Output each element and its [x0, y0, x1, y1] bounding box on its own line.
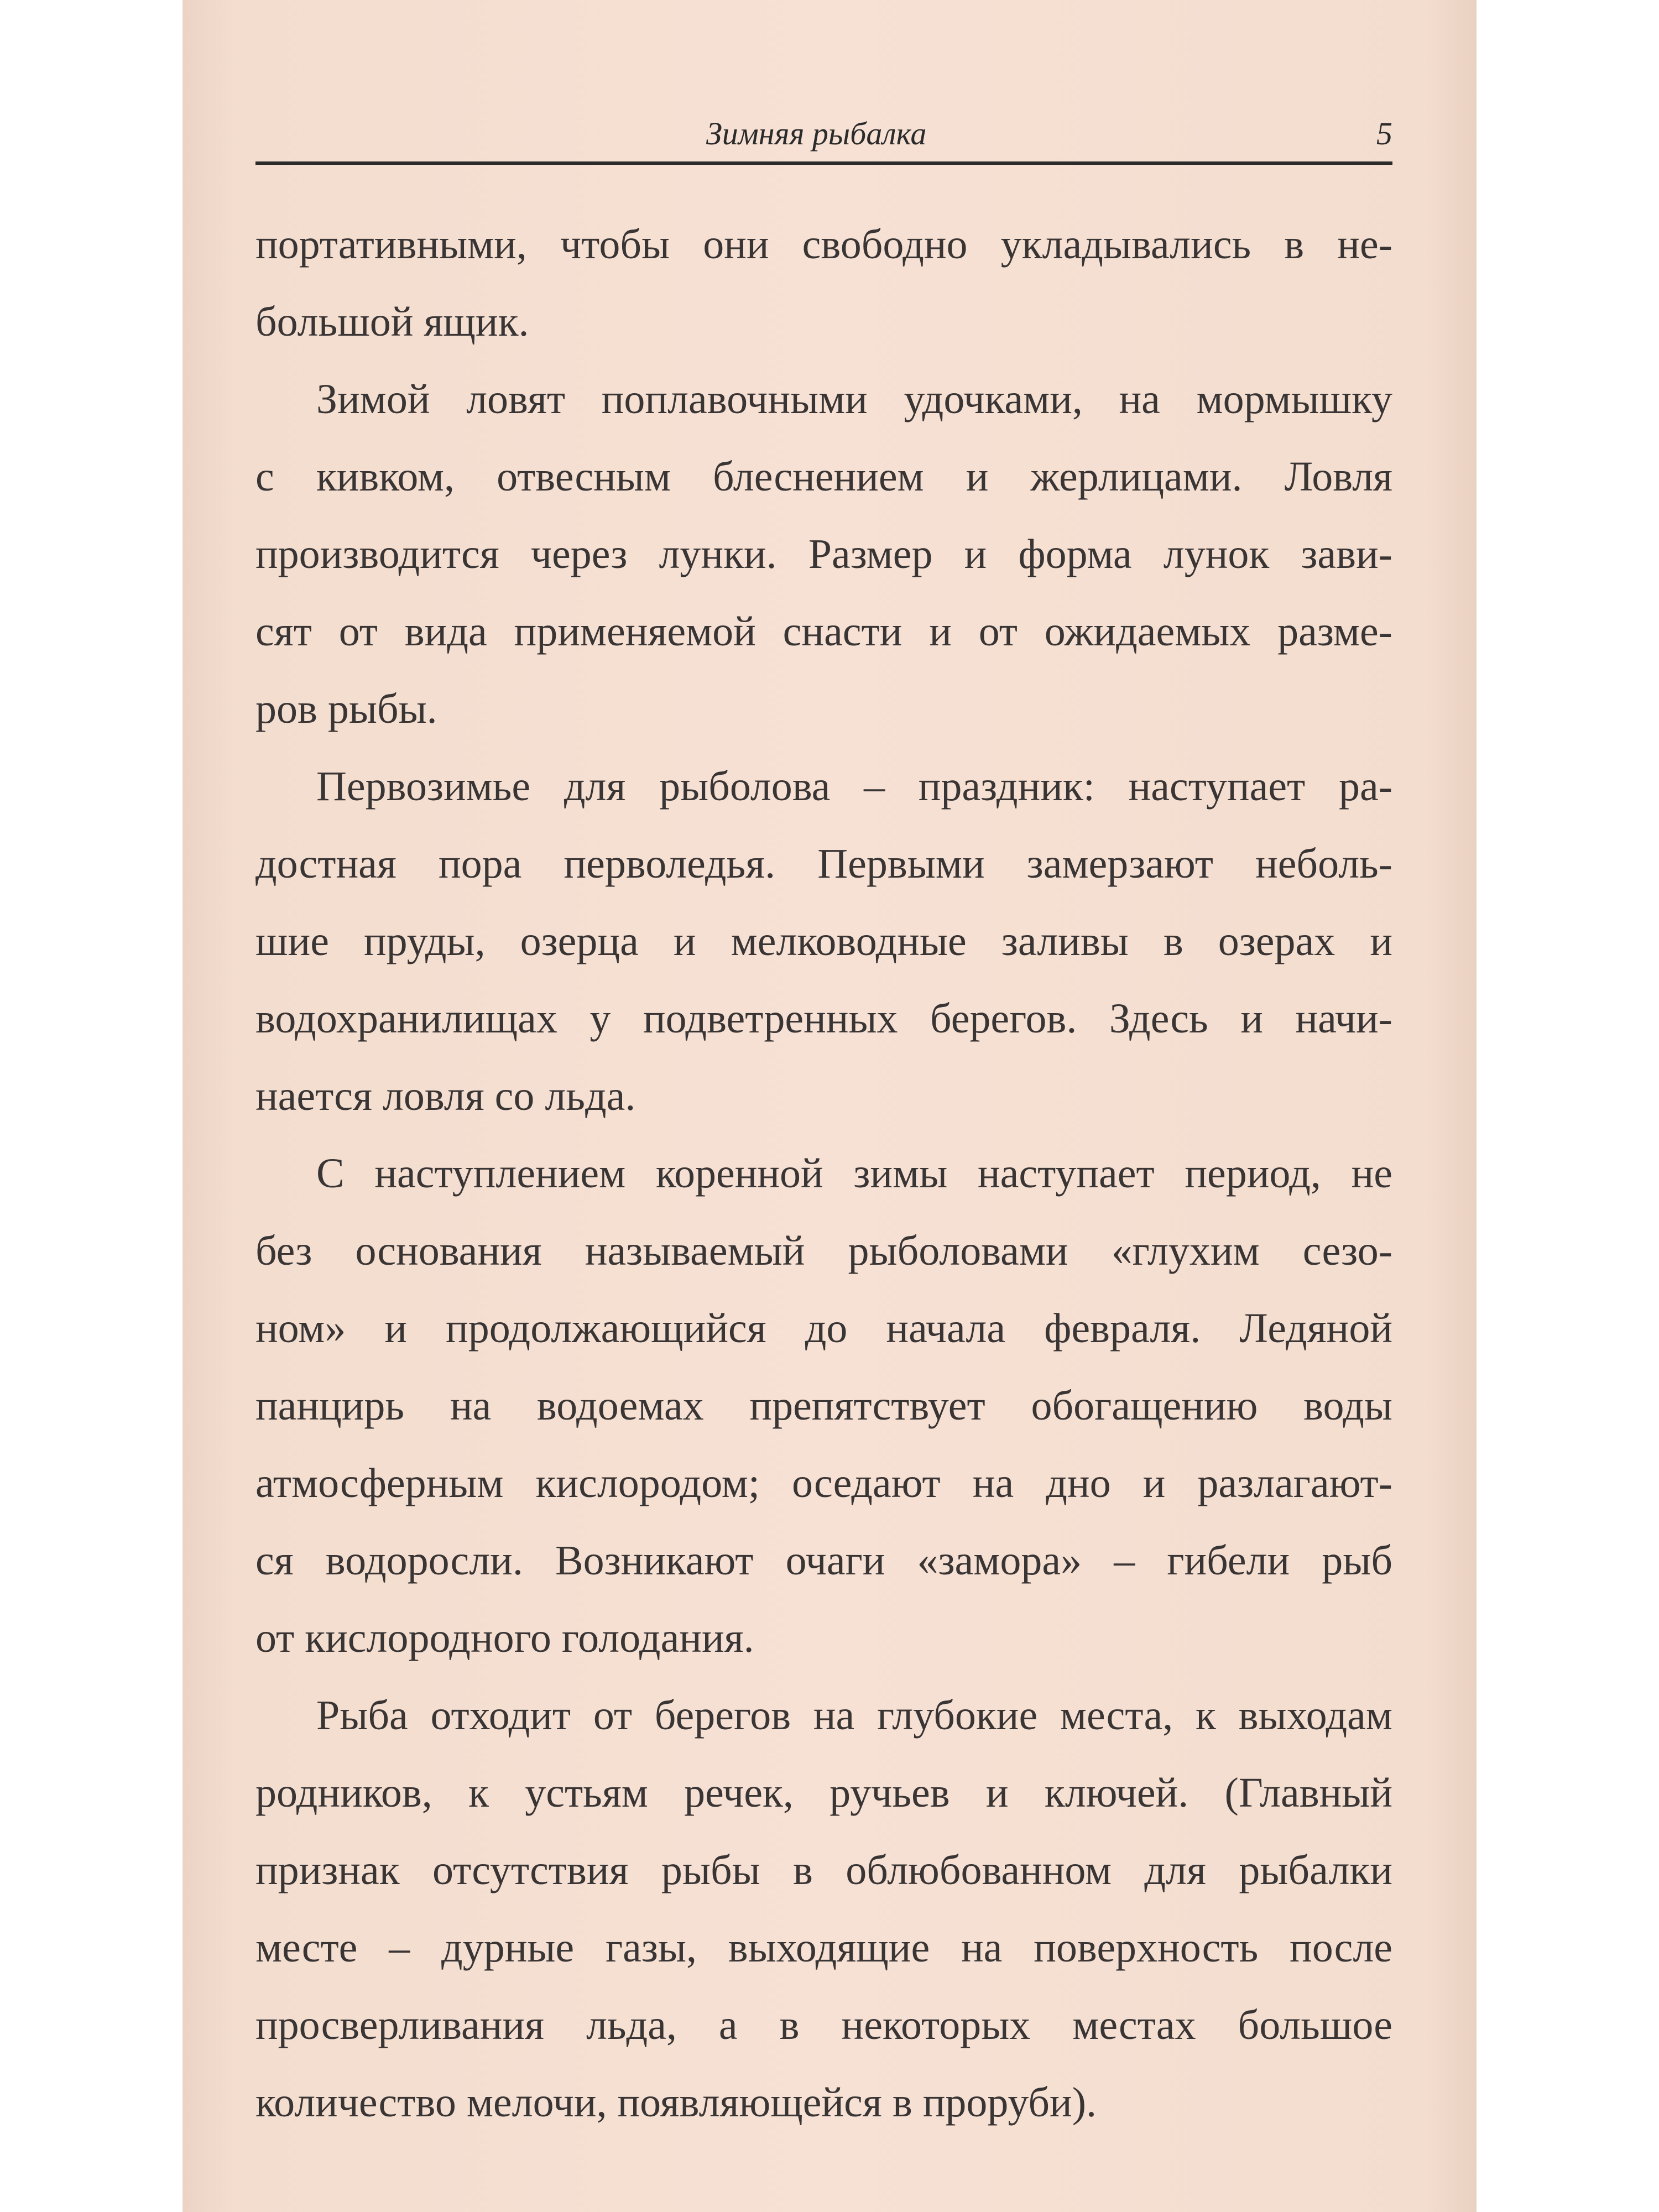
text-line: просверливания льда, а в некоторых местах большое	[255, 2002, 1392, 2048]
paragraph	[255, 361, 1392, 748]
paragraph	[255, 1677, 1392, 2141]
text-line: панцирь на водоемах препятствует обогащению воды	[255, 1383, 1392, 1429]
text-line: Первозимье для рыболова – праздник: наступает ра-	[316, 763, 1392, 810]
text-line: с кивком, отвесным блеснением и жерлицами. Ловля	[255, 453, 1392, 500]
text-line: шие пруды, озерца и мелководные заливы в озерах и	[255, 918, 1392, 964]
running-head-title: Зимняя рыбалка	[706, 116, 927, 152]
paragraph	[255, 206, 1392, 361]
text-line: месте – дурные газы, выходящие на поверхность после	[255, 1924, 1392, 1971]
text-line: ном» и продолжающийся до начала февраля. Ледяной	[255, 1305, 1392, 1352]
text-line: Зимой ловят поплавочными удочками, на мормышку	[316, 376, 1392, 422]
paragraph	[255, 1135, 1392, 1677]
text-line: без основания называемый рыболовами «глухим сезо-	[255, 1228, 1392, 1274]
text-line: достная пора перволедья. Первыми замерзают неболь-	[255, 841, 1392, 887]
text-line: ров рыбы.	[255, 686, 437, 732]
text-line: производится через лунки. Размер и форма лунок зави-	[255, 531, 1392, 577]
text-line: родников, к устьям речек, ручьев и ключей. (Главный	[255, 1770, 1392, 1816]
text-line: С наступлением коренной зимы наступает период, не	[316, 1150, 1392, 1197]
paragraph	[255, 748, 1392, 1135]
header-rule	[255, 161, 1392, 165]
text-line: большой ящик.	[255, 299, 529, 345]
text-line: от кислородного голодания.	[255, 1615, 754, 1661]
text-line: нается ловля со льда.	[255, 1073, 636, 1119]
text-line: водохранилищах у подветренных берегов. Здесь и начи-	[255, 995, 1392, 1042]
page-number: 5	[1376, 116, 1392, 152]
text-line: атмосферным кислородом; оседают на дно и разлагают-	[255, 1460, 1392, 1506]
text-line: Рыба отходит от берегов на глубокие места, к выходам	[316, 1692, 1392, 1739]
text-line: ся водоросли. Возникают очаги «замора» – гибели рыб	[255, 1537, 1392, 1584]
text-line: количество мелочи, появляющейся в проруби).	[255, 2079, 1097, 2126]
running-head	[255, 115, 1392, 159]
text-line: портативными, чтобы они свободно укладывались в не-	[255, 221, 1392, 268]
body-text	[255, 206, 1392, 2141]
text-line: признак отсутствия рыбы в облюбованном для рыбалки	[255, 1847, 1392, 1893]
text-line: сят от вида применяемой снасти и от ожидаемых разме-	[255, 608, 1392, 655]
